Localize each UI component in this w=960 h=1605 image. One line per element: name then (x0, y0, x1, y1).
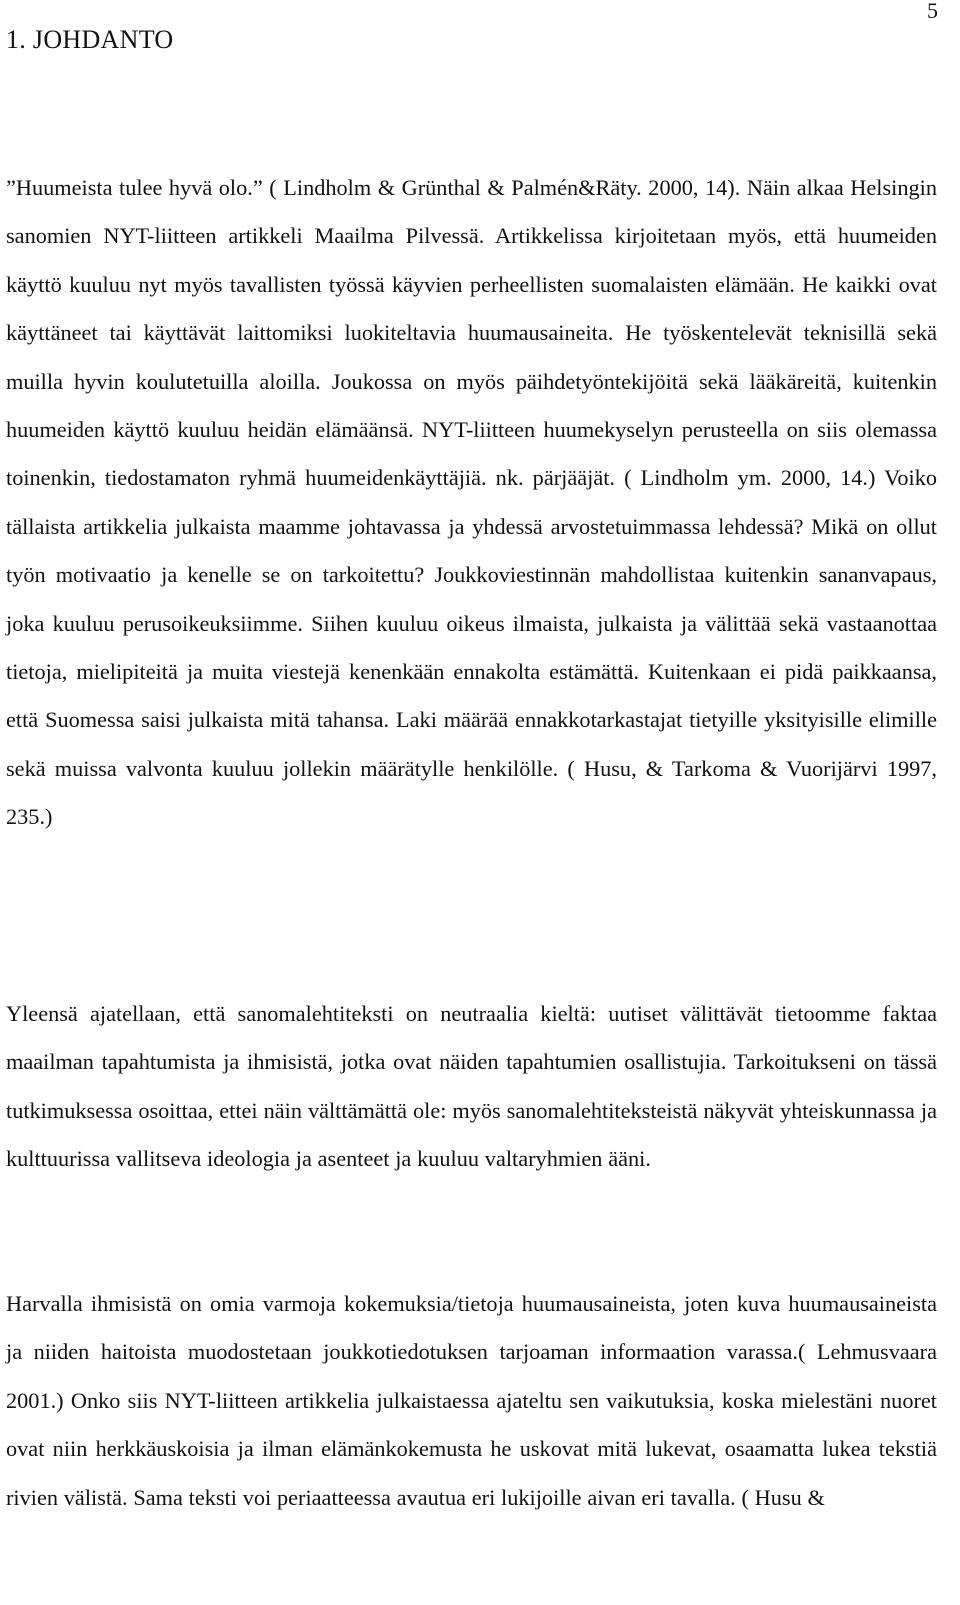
page-number: 5 (927, 0, 938, 23)
chapter-heading: 1. JOHDANTO (6, 25, 174, 54)
paragraph-drug-information: Harvalla ihmisistä on omia varmoja kokemuksia/tietoja huumausaineista, joten kuva huumausaineista ja niiden haitoista muodostetaan joukkotiedotuksen tarjoaman informaation varassa.( Lehmusvaara 2001.) Onko siis NYT-liitteen artikkelia julkaistaessa ajateltu sen vaikutuksia, koska mielestäni nuoret ovat niin herkkäuskoisia ja ilman elämänkokemusta he uskovat mitä lukevat, osaamatta lukea tekstiä rivien välistä. Sama teksti voi periaatteessa avautua eri lukijoille aivan eri tavalla. ( Husu & (6, 1291, 937, 1510)
paragraph-newspaper-language: Yleensä ajatellaan, että sanomalehtiteksti on neutraalia kieltä: uutiset välittävät tietoomme faktaa maailman tapahtumista ja ihmisistä, jotka ovat näiden tapahtumien osallistujia. Tarkoitukseni on tässä tutkimuksessa osoittaa, ettei näin välttämättä ole: myös sanomalehtiteksteistä näkyvät yhteiskunnassa ja kulttuurissa vallitseva ideologia ja asenteet ja kuuluu valtaryhmien ääni. (6, 1001, 937, 1172)
paragraph-intro: ”Huumeista tulee hyvä olo.” ( Lindholm & Grünthal & Palmén&Räty. 2000, 14). Näin alkaa Helsingin sanomien NYT-liitteen artikkeli Maailma Pilvessä. Artikkelissa kirjoitetaan myös, että huumeiden käyttö kuuluu nyt myös tavallisten työssä käyvien perheellisten suomalaisten elämään. He kaikki ovat käyttäneet tai käyttävät laittomiksi luokiteltavia huumausaineita. He työskentelevät teknisillä sekä muilla hyvin koulutetuilla aloilla. Joukossa on myös päihdetyöntekijöitä sekä lääkäreitä, kuitenkin huumeiden käyttö kuuluu heidän elämäänsä. NYT-liitteen huumekyselyn perusteella on siis olemassa toinenkin, tiedostamaton ryhmä huumeidenkäyttäjiä. nk. pärjääjät. ( Lindholm ym. 2000, 14.) Voiko tällaista artikkelia julkaista maamme johtavassa ja yhdessä arvostetuimmassa lehdessä? Mikä on ollut työn motivaatio ja kenelle se on tarkoitettu? Joukkoviestinnän mahdollistaa kuitenkin sananvapaus, joka kuuluu perusoikeuksiimme. Siihen kuuluu oikeus ilmaista, julkaista ja välittää sekä vastaanottaa tietoja, mielipiteitä ja muita viestejä kenenkään ennakolta estämättä. Kuitenkaan ei pidä paikkaansa, että Suomessa saisi julkaista mitä tahansa. Laki määrää ennakkotarkastajat tietyille yksityisille elimille sekä muissa valvonta kuuluu jollekin määrätylle henkilölle. ( Husu, & Tarkoma & Vuorijärvi 1997, 235.) (6, 175, 937, 830)
